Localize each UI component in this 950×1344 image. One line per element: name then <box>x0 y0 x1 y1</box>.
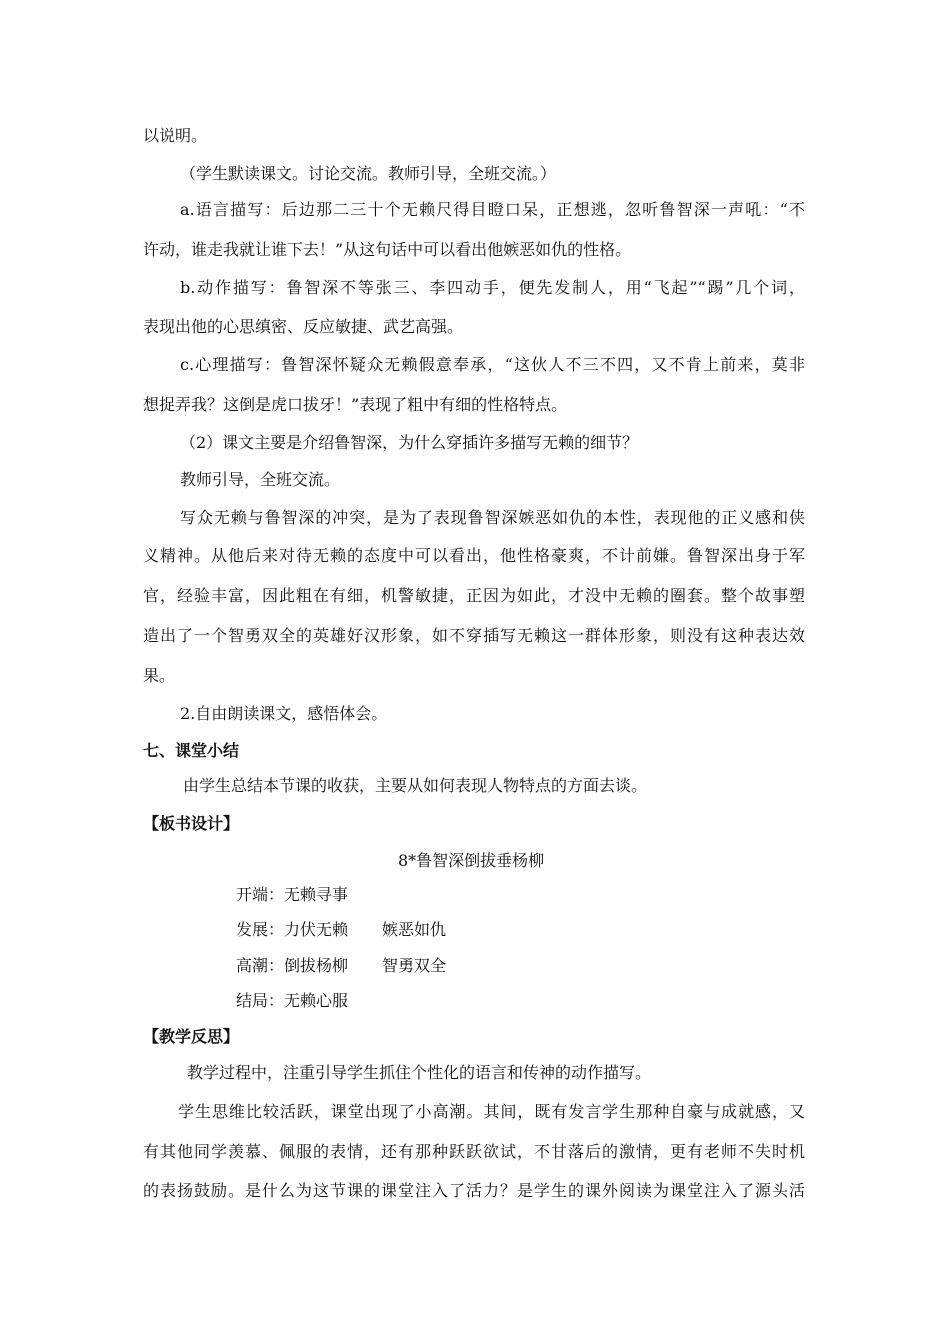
board-title: 8*鲁智深倒拔垂杨柳 <box>398 851 545 870</box>
board-row <box>236 956 446 976</box>
reflection-line1: 教学过程中，注重引导学生抓住个性化的语言和传神的动作描写。 <box>187 1063 652 1082</box>
item-2: 2.自由朗读课文，感悟体会。 <box>180 704 388 723</box>
activity-note: （学生默读课文。讨论交流。教师引导，全班交流。） <box>180 164 557 183</box>
answer-line2: 义精神。从他后来对待无赖的态度中可以看出，他性格豪爽，不计前嫌。鲁智深出身于军 <box>143 546 805 565</box>
action-description-line2: 表现出他的心思缜密、反应敏捷、武艺高强。 <box>143 317 464 336</box>
psychological-description-line2: 想捉弄我？这倒是虎口拔牙！”表现了粗中有细的性格特点。 <box>143 395 568 414</box>
answer-line4: 造出了一个智勇双全的英雄好汉形象，如不穿插写无赖这一群体形象，则没有这种表达效 <box>143 626 805 645</box>
teacher-guide: 教师引导，全班交流。 <box>180 470 341 489</box>
reflection-line3: 有其他同学羡慕、佩服的表情，还有那种跃跃欲试，不甘落后的激情，更有老师不失时机 <box>143 1142 805 1161</box>
board-row <box>236 885 348 905</box>
section-7-body: 由学生总结本节课的收获，主要从如何表现人物特点的方面去谈。 <box>183 776 648 795</box>
section-7-heading: 七、课堂小结 <box>143 741 240 760</box>
board-design-heading: 【板书设计】 <box>143 814 240 833</box>
answer-line5: 果。 <box>143 666 176 685</box>
board-row <box>236 920 446 940</box>
reflection-line4: 的表扬鼓励。是什么为这节课的课堂注入了活力？是学生的课外阅读为课堂注入了源头活 <box>143 1181 805 1200</box>
board-row-note: 智勇双全 <box>382 956 447 975</box>
board-row-note: 嫉恶如仇 <box>382 920 447 939</box>
answer-line3: 官，经验丰富，因此粗在有细，机警敏捷，正因为如此，才没中无赖的圈套。整个故事塑 <box>143 586 805 605</box>
psychological-description-line1: c.心理描写：鲁智深怀疑众无赖假意奉承，“这伙人不三不四，又不肯上前来，莫非 <box>180 355 805 374</box>
board-row-label: 开端：无赖寻事 <box>236 885 349 904</box>
board-row-label: 发展：力伏无赖 <box>236 920 349 939</box>
answer-line1: 写众无赖与鲁智深的冲突，是为了表现鲁智深嫉恶如仇的本性，表现他的正义感和侠 <box>180 508 805 527</box>
language-description-line1: a.语言描写：后边那二三十个无赖尺得目瞪口呆，正想逃，忽听鲁智深一声吼：“不 <box>180 200 805 219</box>
reflection-heading: 【教学反思】 <box>143 1027 240 1046</box>
board-row-label: 结局：无赖心服 <box>236 991 349 1010</box>
board-row <box>236 991 348 1011</box>
paragraph-continuation: 以说明。 <box>143 126 208 145</box>
action-description-line1: b.动作描写：鲁智深不等张三、李四动手，便先发制人，用“飞起”“踢”几个词， <box>180 278 805 297</box>
language-description-line2: 许动，谁走我就让谁下去！”从这句话中可以看出他嫉恶如仇的性格。 <box>143 240 632 259</box>
question-2: （2）课文主要是介绍鲁智深，为什么穿插许多描写无赖的细节？ <box>180 433 639 452</box>
board-row-label: 高潮：倒拔杨柳 <box>236 956 349 975</box>
reflection-line2: 学生思维比较活跃，课堂出现了小高潮。其间，既有发言学生那种自豪与成就感，又 <box>178 1102 805 1121</box>
